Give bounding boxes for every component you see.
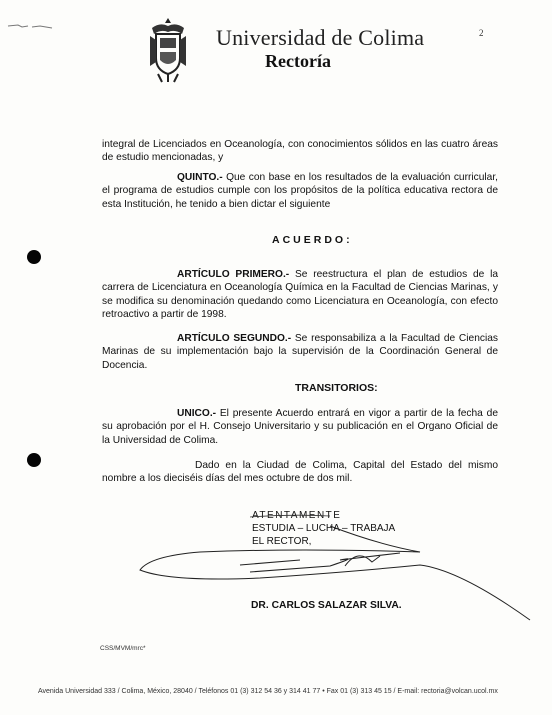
quinto-label: QUINTO.-: [177, 172, 223, 183]
closing-text: ATENTAMENTE: [252, 510, 342, 521]
unico-text: El presente Acuerdo entrará en vigor a partir de la fecha de su aprobación por el H. Consejo Universitario y su publicación en el Organo Oficial de la Universidad de Colima.: [102, 408, 498, 446]
articulo-segundo-text: Se responsabiliza a la Facultad de Ciencias Marinas de su implementación bajo la supervisión de la Coordinación General de Docencia.: [102, 333, 498, 371]
signatory-name: DR. CARLOS SALAZAR SILVA.: [251, 600, 402, 611]
punch-hole: [27, 453, 41, 467]
unico-paragraph: [102, 407, 498, 447]
role-text: EL RECTOR,: [252, 536, 312, 547]
articulo-primero-text: Se reestructura el plan de estudios de la carrera de Licenciatura en Oceanología Química en la Facultad de Ciencias Marinas, y se modifica su denominación quedando como Licenciatura en Oceanología, con efecto retroactivo a partir de 1998.: [102, 269, 498, 321]
dado-text: Dado en la Ciudad de Colima, Capital del Estado del mismo nombre a los dieciséis días del mes octubre de dos mil.: [102, 460, 498, 485]
unico-label: UNICO.-: [177, 408, 217, 419]
articulo-segundo-paragraph: [102, 332, 498, 372]
quinto-text: Que con base en los resultados de la evaluación curricular, el programa de estudios cumple con los propósitos de la política educativa rectora de esta Institución, he tenido a bien dictar el siguiente: [102, 172, 498, 210]
scan-mark: [6, 22, 54, 30]
acuerdo-heading: ACUERDO:: [272, 234, 353, 246]
motto-text: ESTUDIA – LUCHA – TRABAJA: [252, 523, 396, 534]
articulo-primero-paragraph: [102, 268, 498, 322]
university-seal-icon: [148, 14, 188, 84]
department-title: Rectoría: [265, 51, 331, 71]
articulo-primero-label: ARTÍCULO PRIMERO.-: [177, 269, 290, 280]
page-number: 2: [479, 28, 484, 38]
dado-paragraph: [102, 459, 498, 486]
intro-paragraph: [102, 138, 498, 165]
quinto-paragraph: [102, 171, 498, 211]
footer-address: Avenida Universidad 333 / Colima, México, 28040 / Teléfonos 01 (3) 312 54 36 y 314 41 77 • Fax 01 (3) 313 45 15 / E-mail: rectoria@volcan.ucol.mx: [38, 688, 498, 695]
intro-text: integral de Licenciados en Oceanología, con conocimientos sólidos en las cuatro áreas de estudio mencionadas, y: [102, 139, 498, 164]
reference-initials: CSS/MVM/mrc*: [100, 645, 146, 652]
university-name: Universidad de Colima: [216, 25, 425, 50]
transitorios-heading: TRANSITORIOS:: [295, 382, 378, 394]
articulo-segundo-label: ARTÍCULO SEGUNDO.-: [177, 333, 292, 344]
punch-hole: [27, 250, 41, 264]
